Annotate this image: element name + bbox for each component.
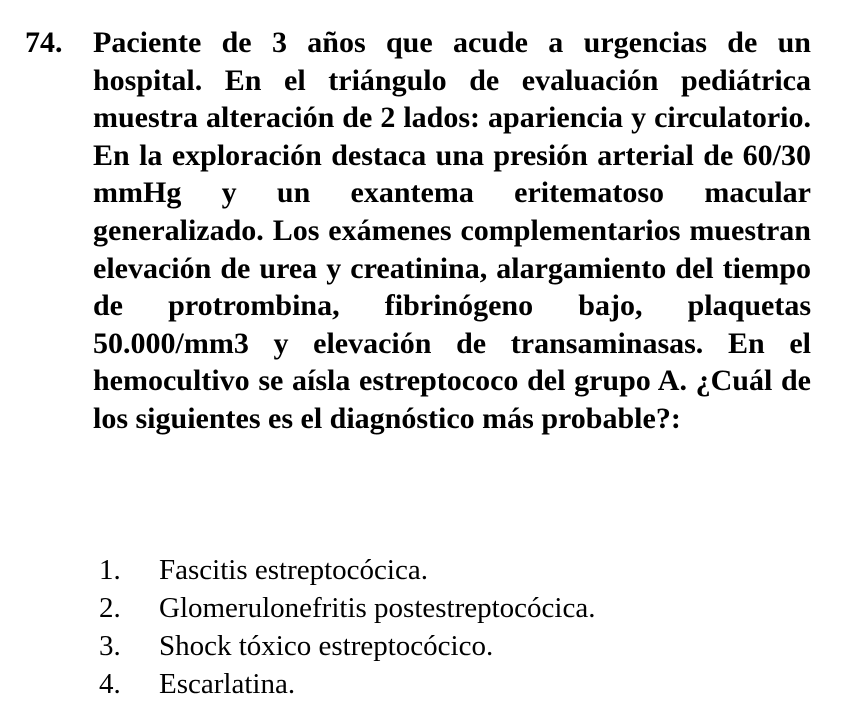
answer-option-3[interactable] [93, 627, 595, 665]
option-text: Shock tóxico estreptocócico. [159, 630, 494, 662]
answer-option-2[interactable] [93, 589, 595, 627]
question-block [25, 24, 811, 438]
question-number: 74. [25, 26, 63, 59]
option-number: 4. [99, 668, 121, 700]
option-text: Fascitis estreptocócica. [159, 554, 428, 586]
answer-option-1[interactable] [93, 551, 595, 589]
answer-options [93, 551, 595, 703]
option-number: 1. [99, 554, 121, 586]
answer-option-4[interactable] [93, 665, 595, 703]
option-text: Glomerulonefritis postestreptocócica. [159, 592, 596, 624]
option-number: 2. [99, 592, 121, 624]
question-stem: Paciente de 3 años que acude a urgencias de un hospital. En el triángulo de evaluación pediátrica muestra alteración de 2 lados: apariencia y circulatorio. En la exploración destaca una presión arterial de 60/30 mmHg y un exantema eritematoso macular generalizado. Los exámenes complementarios muestran elevación de urea y creatinina, alargamiento del tiempo de protrombina, fibrinógeno bajo, plaquetas 50.000/mm3 y elevación de transaminasas. En el hemocultivo se aísla estreptococo del grupo A. ¿Cuál de los siguientes es el diagnóstico más probable?: [93, 26, 811, 435]
option-text: Escarlatina. [159, 668, 296, 700]
option-number: 3. [99, 630, 121, 662]
